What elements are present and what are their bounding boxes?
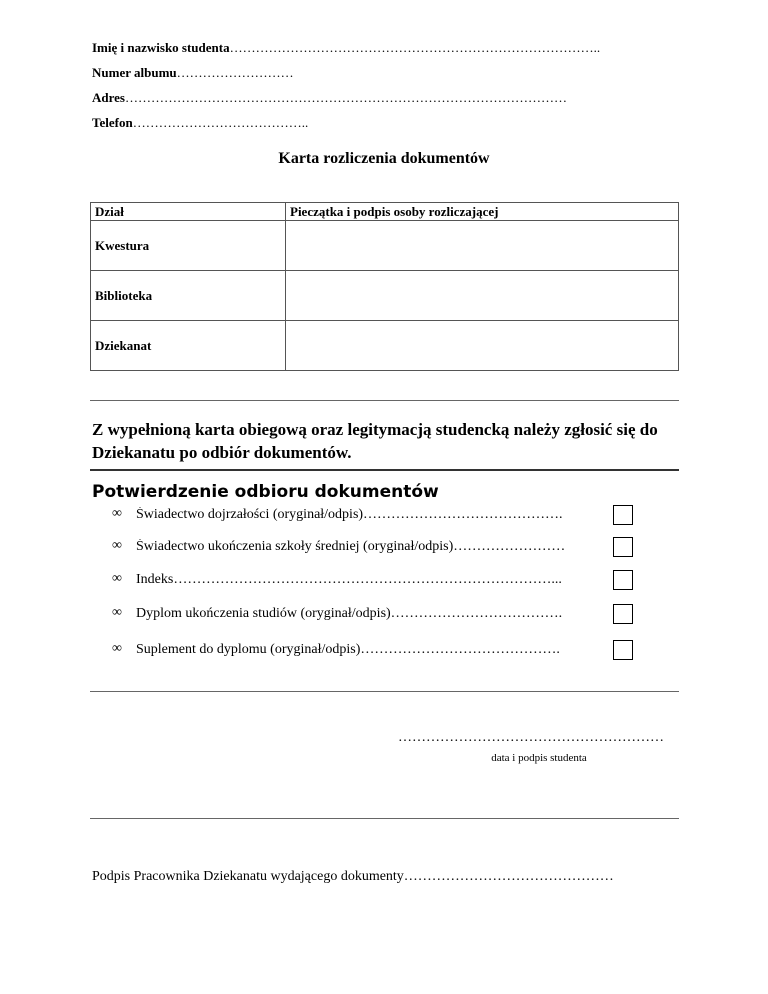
checkbox-supplement[interactable] (613, 640, 633, 660)
infinity-bullet-icon: ∞ (112, 641, 122, 656)
list-item (92, 537, 660, 561)
confirmation-title: Potwierdzenie odbioru dokumentów (92, 482, 439, 502)
album-number-dots: ……………………… (176, 65, 294, 80)
infinity-bullet-icon: ∞ (112, 605, 122, 620)
doc-label-supplement: Suplement do dyplomu (oryginał/odpis)……………………………………. (136, 642, 560, 657)
clearance-table (90, 202, 679, 371)
divider-1 (90, 400, 679, 401)
table-header-row (91, 203, 679, 221)
checkbox-matura[interactable] (613, 505, 633, 525)
student-signature-line[interactable]: ………………………………………………… (398, 730, 664, 745)
divider-2 (90, 469, 679, 471)
table-row (91, 221, 679, 271)
list-item (92, 570, 660, 594)
checkbox-diploma[interactable] (613, 604, 633, 624)
album-number-field[interactable] (92, 65, 294, 81)
student-name-field[interactable] (92, 40, 600, 56)
list-item (92, 604, 660, 628)
doc-label-secondary-school: Świadectwo ukończenia szkoły średniej (oryginał/odpis)…………………… (136, 539, 566, 554)
address-field[interactable] (92, 90, 567, 106)
row-label-dziekanat: Dziekanat (91, 321, 286, 371)
infinity-bullet-icon: ∞ (112, 506, 122, 521)
stamp-cell-biblioteka[interactable] (286, 271, 679, 321)
student-name-dots: ………………………………………………………………………….. (229, 40, 601, 55)
stamp-cell-kwestura[interactable] (286, 221, 679, 271)
checkbox-index[interactable] (613, 570, 633, 590)
doc-label-diploma: Dyplom ukończenia studiów (oryginał/odpis)………………………………. (136, 606, 563, 621)
checkbox-secondary-school[interactable] (613, 537, 633, 557)
stamp-cell-dziekanat[interactable] (286, 321, 679, 371)
divider-4 (90, 818, 679, 819)
row-label-kwestura: Kwestura (91, 221, 286, 271)
phone-label: Telefon (92, 115, 133, 130)
notice-text: Z wypełnioną karta obiegową oraz legitymacją studencką należy zgłosić się do Dziekanatu po odbiór dokumentów. (92, 420, 658, 462)
staff-signature-line[interactable]: Podpis Pracownika Dziekanatu wydającego dokumenty……………………………………… (92, 869, 614, 884)
header-stamp: Pieczątka i podpis osoby rozliczającej (286, 203, 679, 221)
header-dept: Dział (91, 203, 286, 221)
phone-dots: ………………………………….. (132, 115, 309, 130)
document-title: Karta rozliczenia dokumentów (278, 150, 490, 167)
student-name-label: Imię i nazwisko studenta (92, 40, 230, 55)
doc-label-matura: Świadectwo dojrzałości (oryginał/odpis)……………………………………. (136, 507, 563, 522)
doc-label-index: Indeks………………………………………………………………………... (136, 572, 562, 587)
address-dots: ………………………………………………………………………………………… (124, 90, 567, 105)
phone-field[interactable] (92, 115, 308, 131)
album-number-label: Numer albumu (92, 65, 177, 80)
infinity-bullet-icon: ∞ (112, 571, 122, 586)
divider-3 (90, 691, 679, 692)
table-row (91, 321, 679, 371)
list-item (92, 505, 660, 529)
list-item (92, 640, 660, 664)
infinity-bullet-icon: ∞ (112, 538, 122, 553)
row-label-biblioteka: Biblioteka (91, 271, 286, 321)
student-signature-caption: data i podpis studenta (491, 752, 587, 764)
address-label: Adres (92, 90, 125, 105)
table-row (91, 271, 679, 321)
